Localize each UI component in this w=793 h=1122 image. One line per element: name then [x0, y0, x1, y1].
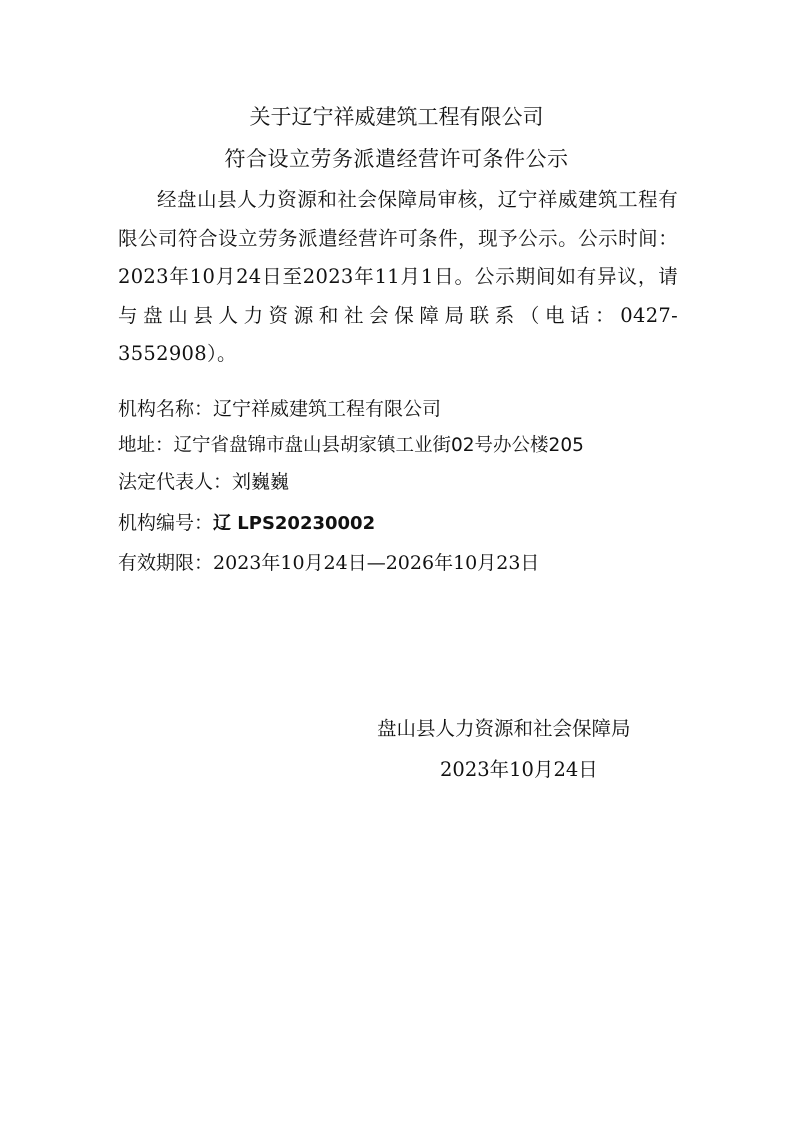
org-code-label: 机构编号：	[118, 512, 214, 534]
legal-representative-value: 刘巍巍	[232, 471, 290, 493]
org-name-value: 辽宁祥威建筑工程有限公司	[213, 398, 442, 420]
org-code-line	[118, 509, 375, 538]
address-line	[118, 432, 584, 460]
document-title-line1: 关于辽宁祥威建筑工程有限公司	[249, 105, 544, 129]
validity-line	[118, 549, 539, 577]
signature-organization: 盘山县人力资源和社会保障局	[377, 717, 631, 740]
address-value: 辽宁省盘锦市盘山县胡家镇工业街02号办公楼205	[173, 435, 584, 456]
org-name-line	[118, 395, 441, 423]
announcement-body: 经盘山县人力资源和社会保障局审核，辽宁祥威建筑工程有限公司符合设立劳务派遣经营许可条件，现予公示。公示时间：2023年10月24日至2023年11月1日。公示期间如有异议，请与盘山县人力资源和社会保障局联系（电话：0427-3552908）。	[118, 188, 678, 365]
validity-value: 2023年10月24日—2026年10月23日	[213, 552, 540, 574]
validity-label: 有效期限：	[118, 552, 214, 574]
org-name-label: 机构名称：	[118, 398, 214, 420]
legal-representative-label: 法定代表人：	[118, 471, 233, 493]
document-title-line2: 符合设立劳务派遣经营许可条件公示	[224, 147, 569, 171]
signature-date: 2023年10月24日	[440, 758, 598, 781]
org-code-value: 辽 LPS20230002	[213, 513, 376, 534]
address-label: 地址：	[118, 435, 174, 456]
legal-representative-line	[118, 468, 289, 496]
